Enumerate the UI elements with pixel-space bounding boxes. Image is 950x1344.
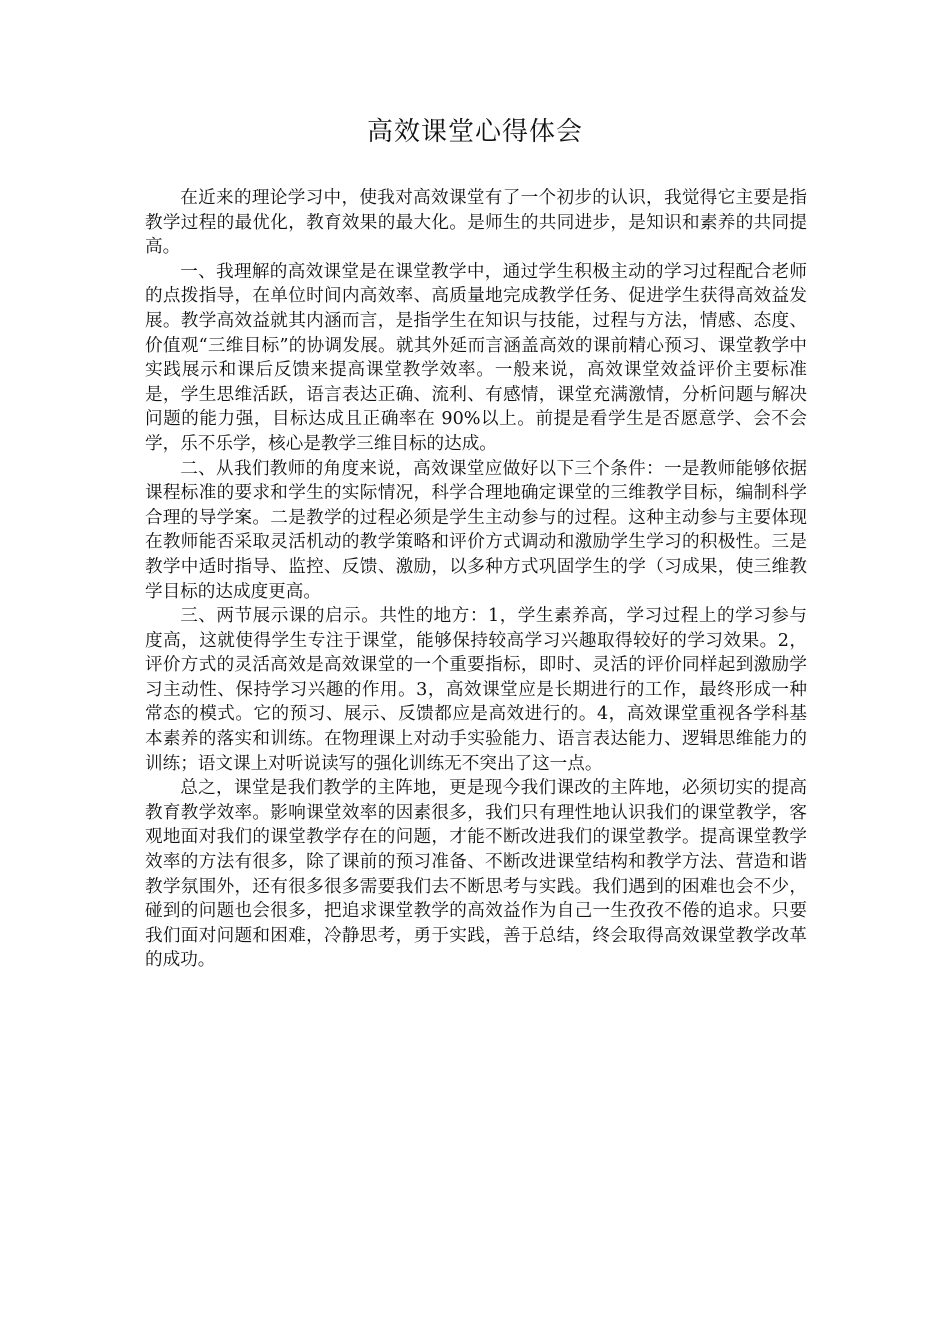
- document-title: 高效课堂心得体会: [366, 117, 583, 147]
- paragraph-conclusion: 总之，课堂是我们教学的主阵地，更是现今我们课改的主阵地，必须切实的提高教育教学效率。影响课堂效率的因素很多，我们只有理性地认识我们的课堂教学，客观地面对我们的课堂教学存在的问题，才能不断改进我们的课堂教学。提高课堂教学效率的方法有很多，除了课前的预习准备、不断改进课堂结构和教学方法、营造和谐教学氛围外，还有很多很多需要我们去不断思考与实践。我们遇到的困难也会不少，碰到的问题也会很多，把追求课堂教学的高效益作为自己一生孜孜不倦的追求。只要我们面对问题和困难，冷静思考，勇于实践，善于总结，终会取得高效课堂教学改革的成功。: [145, 778, 807, 971]
- document-body: [145, 186, 807, 973]
- paragraph-section-1: 一、我理解的高效课堂是在课堂教学中，通过学生积极主动的学习过程配合老师的点拨指导，在单位时间内高效率、高质量地完成教学任务、促进学生获得高效益发展。教学高效益就其内涵而言，是指学生在知识与技能，过程与方法，情感、态度、价值观“三维目标”的协调发展。就其外延而言涵盖高效的课前精心预习、课堂教学中实践展示和课后反馈来提高课堂教学效率。一般来说，高效课堂效益评价主要标准是，学生思维活跃，语言表达正确、流利、有感情，课堂充满激情，分析问题与解决问题的能力强，目标达成且正确率在 90%以上。前提是看学生是否愿意学、会不会学，乐不乐学，核心是教学三维目标的达成。: [145, 261, 807, 454]
- paragraph-section-2: 二、从我们教师的角度来说，高效课堂应做好以下三个条件：一是教师能够依据课程标准的要求和学生的实际情况，科学合理地确定课堂的三维教学目标，编制科学合理的导学案。二是教学的过程必须是学生主动参与的过程。这种主动参与主要体现在教师能否采取灵活机动的教学策略和评价方式调动和激励学生学习的积极性。三是教学中适时指导、监控、反馈、激励，以多种方式巩固学生的学（习成果，使三维教学目标的达成度更高。: [145, 458, 807, 602]
- paragraph-intro: 在近来的理论学习中，使我对高效课堂有了一个初步的认识，我觉得它主要是指教学过程的最优化，教育效果的最大化。是师生的共同进步，是知识和素养的共同提高。: [145, 188, 807, 258]
- paragraph-section-3: 三、两节展示课的启示。共性的地方：1，学生素养高，学习过程上的学习参与度高，这就使得学生专注于课堂，能够保持较高学习兴趣取得较好的学习效果。2，评价方式的灵活高效是高效课堂的一个重要指标，即时、灵活的评价同样起到激励学习主动性、保持学习兴趣的作用。3，高效课堂应是长期进行的工作，最终形成一种常态的模式。它的预习、展示、反馈都应是高效进行的。4，高效课堂重视各学科基本素养的落实和训练。在物理课上对动手实验能力、语言表达能力、逻辑思维能力的训练；语文课上对听说读写的强化训练无不突出了这一点。: [145, 606, 807, 774]
